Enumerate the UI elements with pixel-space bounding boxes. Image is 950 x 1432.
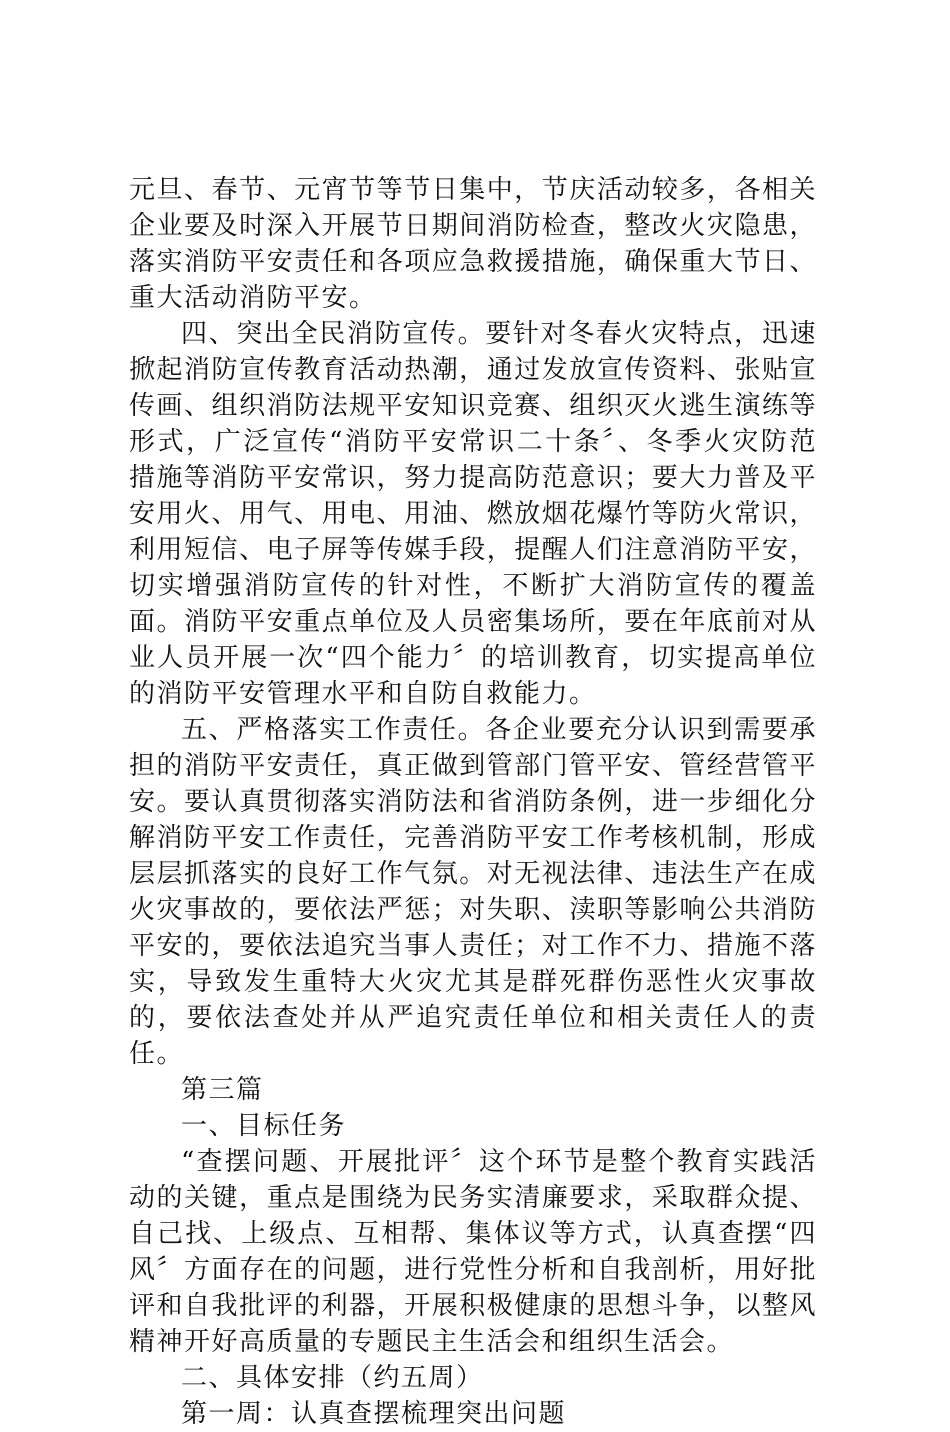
paragraph-problem-review: “查摆问题、开展批评〞这个环节是整个教育实践活动的关键，重点是围绕为民务实清廉要求，采取群众提、自己找、上级点、互相帮、集体议等方式，认真查摆“四风〞方面存在的问题，进行党性分析和自我剖析，用好批评和自我批评的利器，开展积极健康的思想斗争，以整风精神开好高质量的专题民主生活会和组织生活会。 <box>129 1147 817 1357</box>
paragraph-section-four-publicity: 四、突出全民消防宣传。要针对冬春火灾特点，迅速掀起消防宣传教育活动热潮，通过发放宣传资料、张贴宣传画、组织消防法规平安知识竞赛、组织灭火逃生演练等形式，广泛宣传“消防平安常识二十条〞、冬季火灾防范措施等消防平安常识，努力提高防范意识；要大力普及平安用火、用气、用电、用油、燃放烟花爆竹等防火常识，利用短信、电子屏等传媒手段，提醒人们注意消防平安，切实增强消防宣传的针对性，不断扩大消防宣传的覆盖面。消防平安重点单位及人员密集场所，要在年底前对从业人员开展一次“四个能力〞的培训教育，切实提高单位的消防平安管理水平和自防自救能力。 <box>129 319 817 709</box>
heading-goals-tasks: 一、目标任务 <box>181 1111 347 1141</box>
heading-week-one: 第一周：认真查摆梳理突出问题 <box>181 1399 567 1429</box>
document-body <box>129 172 817 1432</box>
paragraph-section-five-responsibility: 五、严格落实工作责任。各企业要充分认识到需要承担的消防平安责任，真正做到管部门管平安、管经营管平安。要认真贯彻落实消防法和省消防条例，进一步细化分解消防平安工作责任，完善消防平安工作考核机制，形成层层抓落实的良好工作气氛。对无视法律、违法生产在成火灾事故的，要依法严惩；对失职、渎职等影响公共消防平安的，要依法追究当事人责任；对工作不力、措施不落实，导致发生重特大火灾尤其是群死群伤恶性火灾事故的，要依法查处并从严追究责任单位和相关责任人的责任。 <box>129 715 817 1069</box>
heading-part-three: 第三篇 <box>181 1075 264 1105</box>
heading-specific-arrangement: 二、具体安排（约五周） <box>181 1363 484 1393</box>
paragraph-holiday-inspection: 元旦、春节、元宵节等节日集中，节庆活动较多，各相关企业要及时深入开展节日期间消防检查，整改火灾隐患，落实消防平安责任和各项应急救援措施，确保重大节日、重大活动消防平安。 <box>129 175 817 313</box>
